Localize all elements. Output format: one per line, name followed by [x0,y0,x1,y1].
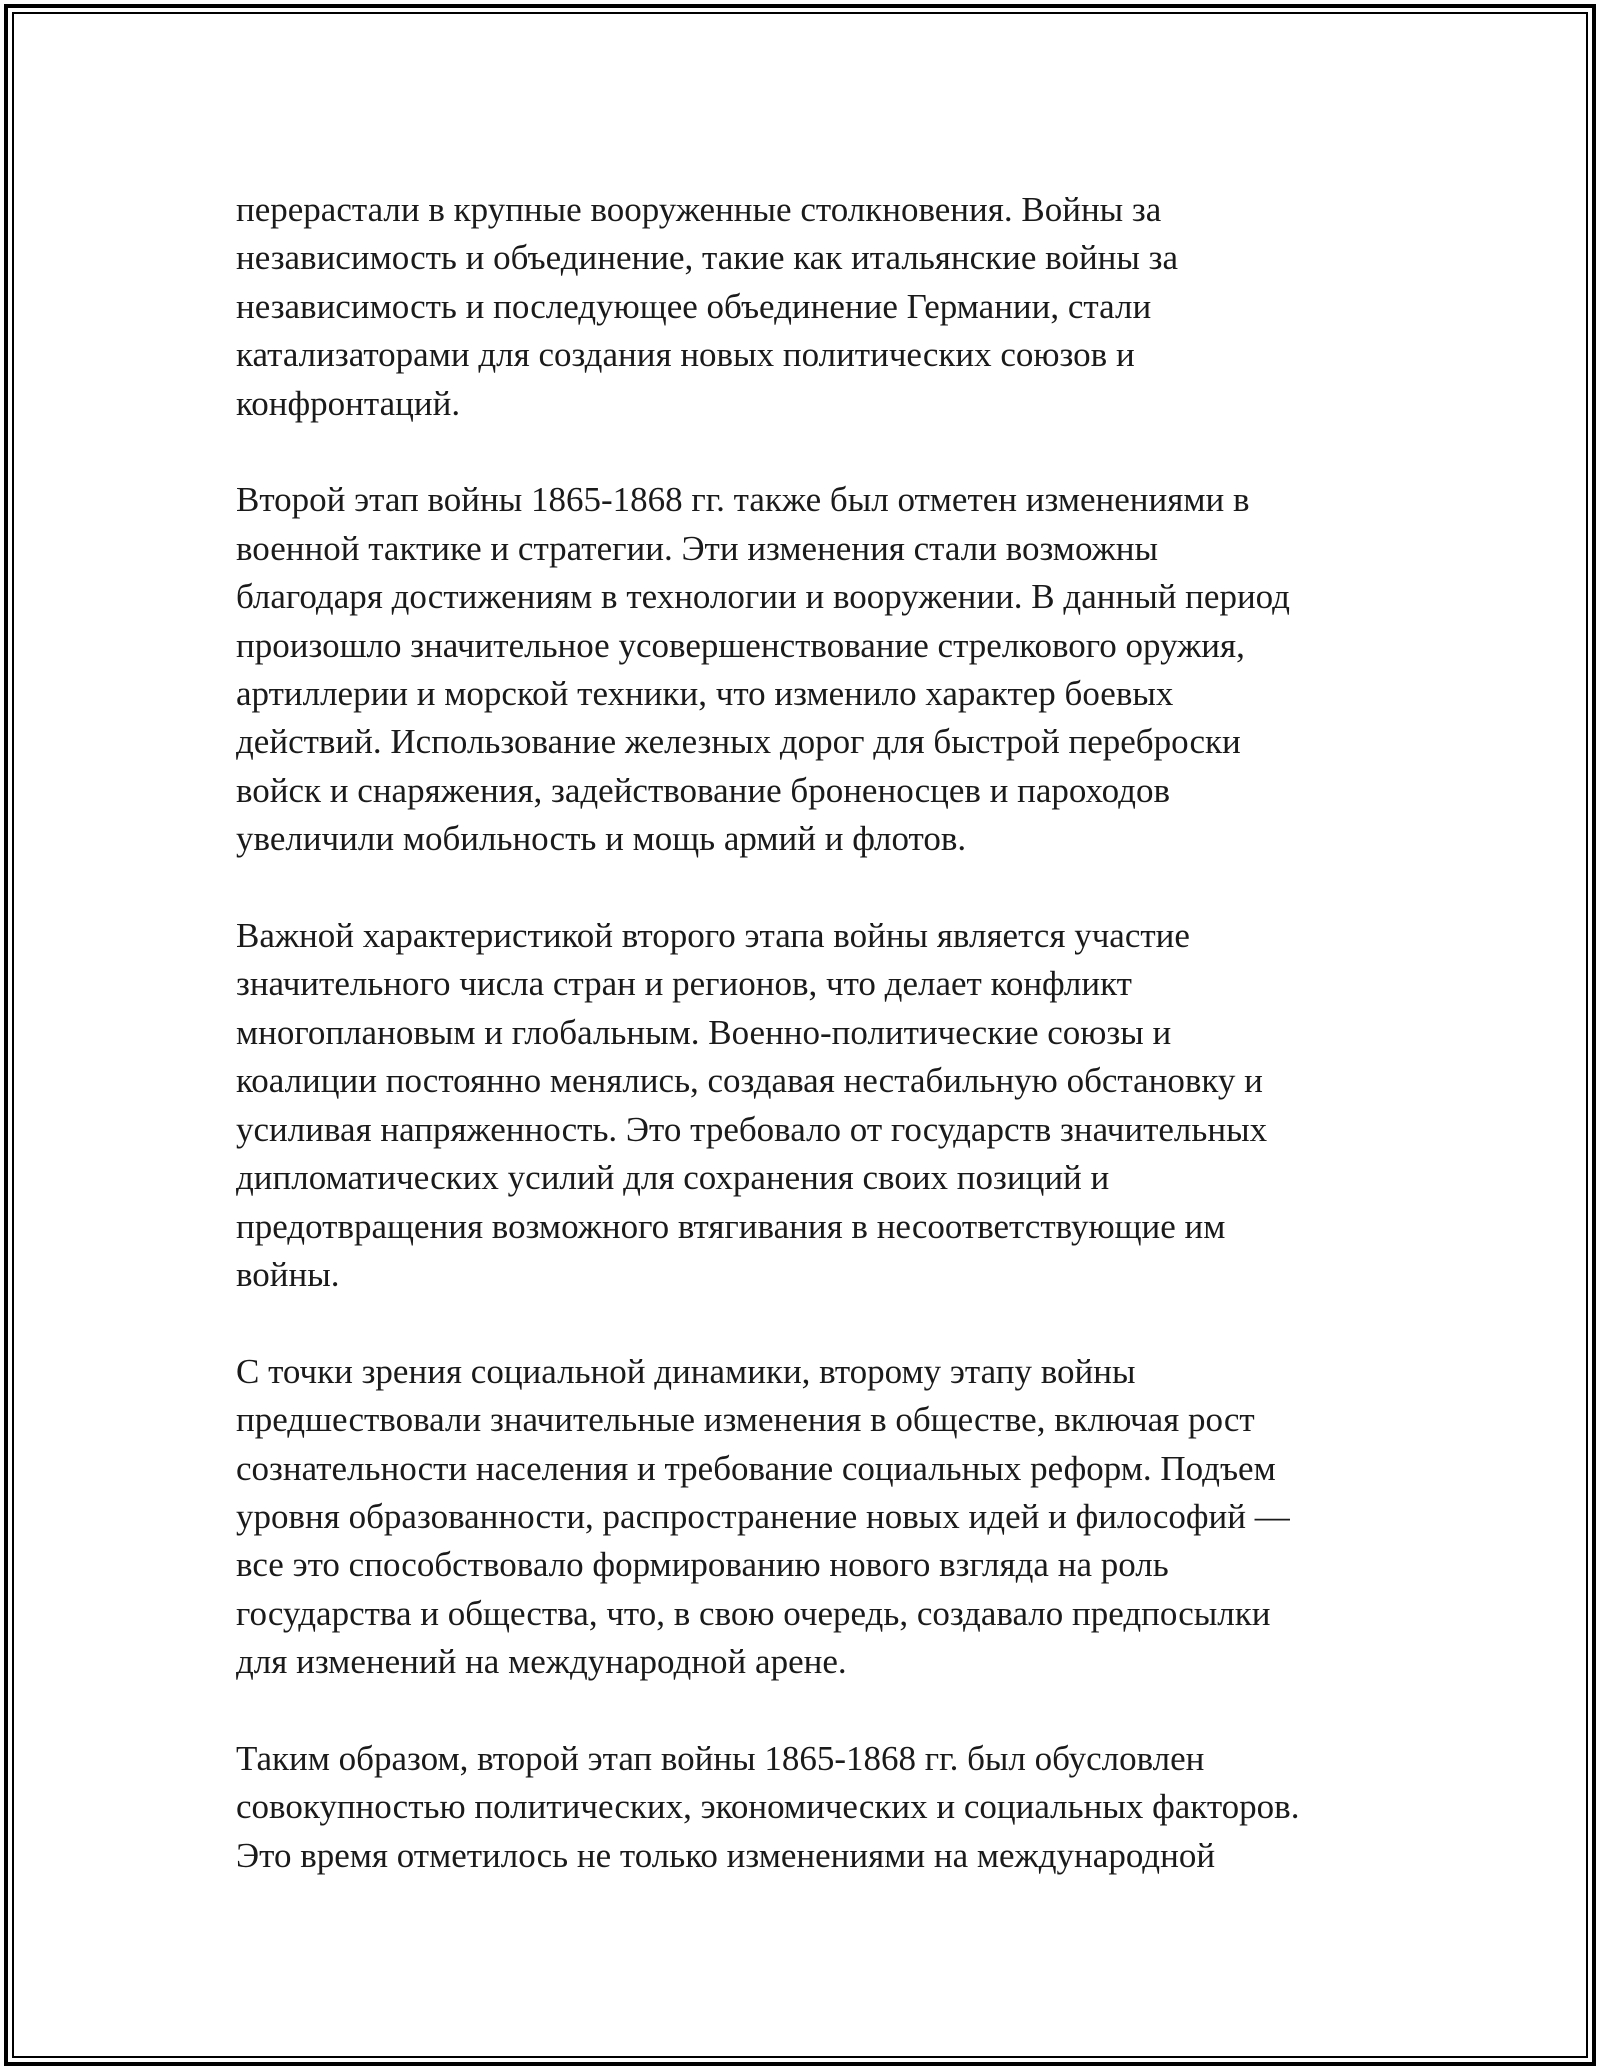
text-line: для изменений на международной арене. [236,1642,847,1682]
text-line: независимость и объединение, такие как итальянские войны за [236,238,1179,278]
text-line: войны. [236,1254,340,1294]
text-line: благодаря достижениям в технологии и вооружении. В данный период [236,577,1290,617]
text-line: усиливая напряженность. Это требовало от государств значительных [236,1109,1268,1149]
text-line: все это способствовало формированию нового взгляда на роль [236,1545,1169,1585]
text-line: предотвращения возможного втягивания в несоответствующие им [236,1206,1226,1246]
text-line: значительного числа стран и регионов, что делает конфликт [236,964,1132,1004]
text-line: сознательности населения и требование социальных реформ. Подъем [236,1448,1276,1488]
text-line: предшествовали значительные изменения в обществе, включая рост [236,1400,1255,1440]
text-line: войск и снаряжения, задействование броненосцев и пароходов [236,770,1171,810]
text-line: действий. Использование железных дорог для быстрой переброски [236,722,1241,762]
text-line: С точки зрения социальной динамики, второму этапу войны [236,1351,1136,1391]
text-line: военной тактике и стратегии. Эти изменения стали возможны [236,528,1159,568]
text-line: многоплановым и глобальным. Военно-политические союзы и [236,1012,1172,1052]
text-line: артиллерии и морской техники, что изменило характер боевых [236,674,1174,714]
text-line: произошло значительное усовершенствование стрелкового оружия, [236,625,1245,665]
paragraph-5 [236,1735,1366,1880]
text-line: Таким образом, второй этап войны 1865-1868 гг. был обусловлен [236,1738,1205,1778]
text-line: увеличили мобильность и мощь армий и флотов. [236,819,967,859]
text-line: коалиции постоянно менялись, создавая нестабильную обстановку и [236,1061,1263,1101]
text-line: совокупностью политических, экономических и социальных факторов. [236,1787,1300,1827]
text-line: государства и общества, что, в свою очередь, создавало предпосылки [236,1593,1271,1633]
text-line: Это время отметилось не только изменениями на международной [236,1835,1216,1875]
text-line: независимость и последующее объединение Германии, стали [236,286,1152,326]
paragraph-2 [236,476,1366,863]
text-line: Второй этап войны 1865-1868 гг. также был отметен изменениями в [236,480,1250,520]
text-line: Важной характеристикой второго этапа войны является участие [236,916,1190,956]
text-line: катализаторами для создания новых политических союзов и [236,335,1135,375]
text-line: уровня образованности, распространение новых идей и философий — [236,1496,1290,1536]
paragraph-3 [236,912,1366,1299]
document-body [236,186,1366,1929]
paragraph-1 [236,186,1366,428]
text-line: перерастали в крупные вооруженные столкновения. Войны за [236,190,1162,229]
text-line: дипломатических усилий для сохранения своих позиций и [236,1158,1110,1198]
text-line: конфронтаций. [236,383,461,423]
paragraph-4 [236,1348,1366,1687]
